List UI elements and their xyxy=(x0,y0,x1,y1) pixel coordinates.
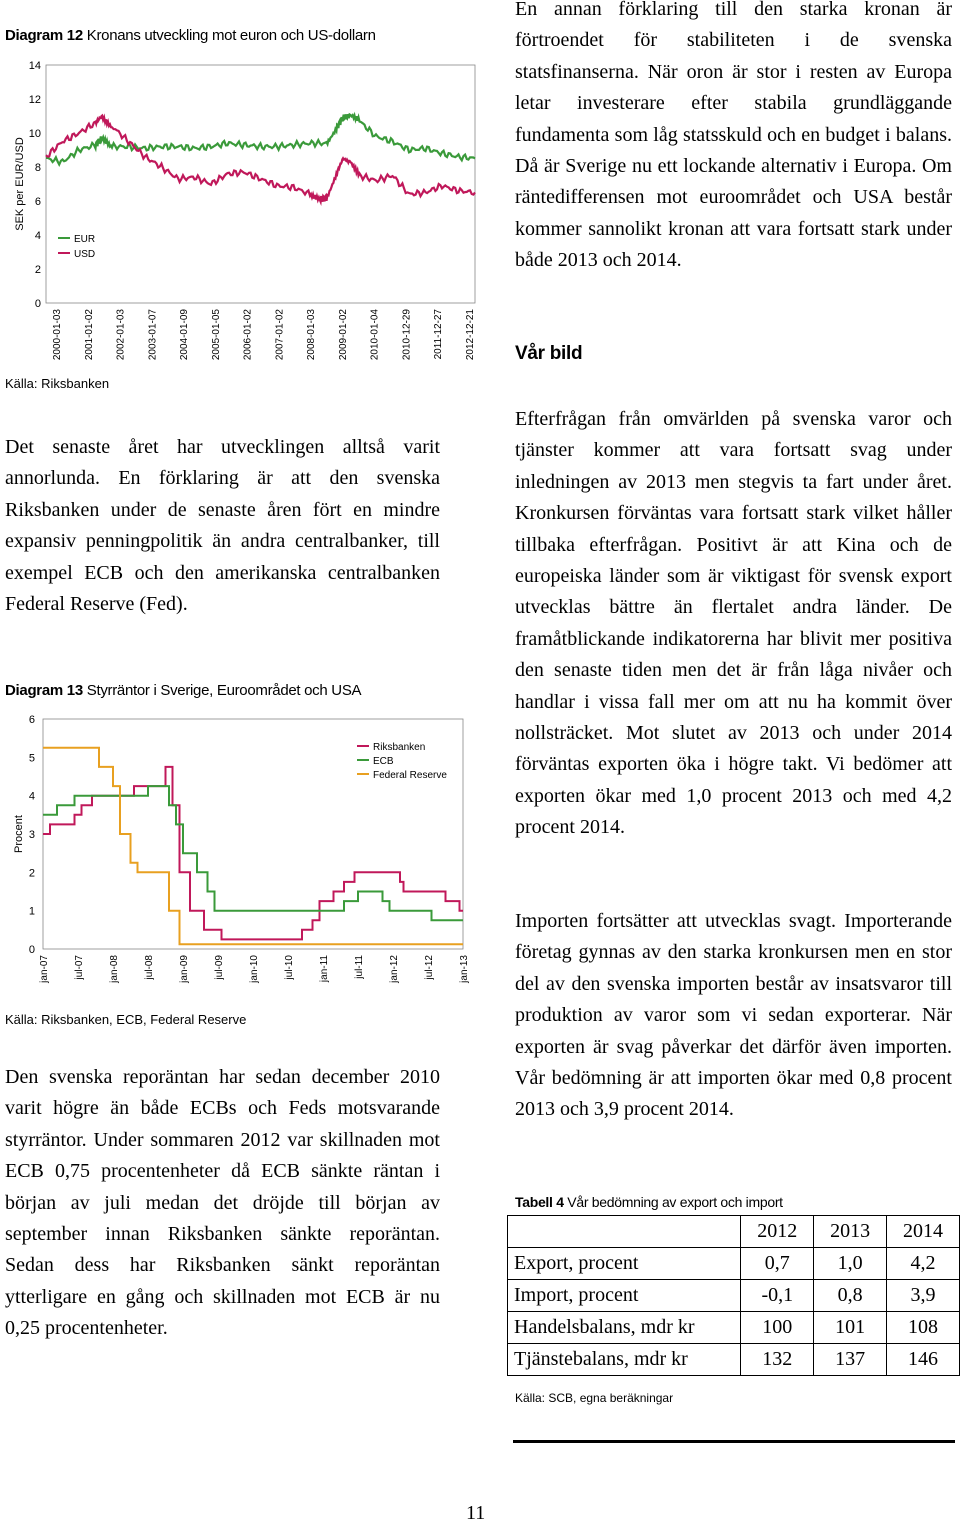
x-tick-label: jul-10 xyxy=(284,955,295,980)
x-tick-label: 2001-01-02 xyxy=(83,309,95,361)
paragraph-right-3: Importen fortsätter att utvecklas svagt. Importerande företag gynnas av den starka kronkursen men en stor del av den svenska importen består av insatsvaror till produktion av varor som vi sedan exporterar. När exporten är svag påverkar det därför även importen. Vår bedömning är att importen ökar med 0,8 procent 2013 och 3,9 procent 2014. xyxy=(515,910,952,1121)
plot-frame xyxy=(46,65,475,303)
table4-title: Tabell 4 Vår bedömning av export och import xyxy=(515,1194,783,1210)
table-cell: 108 xyxy=(887,1312,960,1344)
table-cell: 0,7 xyxy=(741,1248,814,1280)
table-cell: 146 xyxy=(887,1344,960,1376)
legend-label-ecb: ECB xyxy=(373,756,394,767)
table-cell: 0,8 xyxy=(814,1280,887,1312)
y-tick-label: 0 xyxy=(28,944,35,956)
table4-source: Källa: SCB, egna beräkningar xyxy=(515,1391,674,1405)
x-tick-label: jul-12 xyxy=(424,955,435,980)
y-tick-label: 10 xyxy=(28,128,41,140)
y-tick-label: 8 xyxy=(34,162,41,174)
x-tick-label: 2005-01-05 xyxy=(210,309,222,361)
table-cell: 100 xyxy=(741,1312,814,1344)
x-tick-label: jan-09 xyxy=(179,955,190,983)
section-heading-var-bild: Vår bild xyxy=(515,343,583,364)
x-tick-label: 2008-01-03 xyxy=(306,309,318,361)
table-cell: 3,9 xyxy=(887,1280,960,1312)
table4 xyxy=(507,1215,960,1376)
series-line-riksbanken xyxy=(43,767,463,940)
table-row xyxy=(508,1312,960,1344)
table-cell: 4,2 xyxy=(887,1248,960,1280)
x-tick-label: jan-13 xyxy=(459,955,470,983)
divider-rule xyxy=(513,1440,955,1443)
diagram12-chart xyxy=(0,50,480,370)
y-tick-label: 4 xyxy=(34,230,41,242)
paragraph-right-2: Efterfrågan från omvärlden på svenska varor och tjänster kommer att vara fortsatt svag under inledningen av 2013 men stegvis ta fart under året. Kronkursen förväntas vara fortsatt stark vilket håller tillbaka efterfrågan. Positivt är att Kina och de europeiska länder som är viktigast för svensk export utvecklas bättre än flertalet andra länder. De framåtblickande indikatorerna har blivit mer positiva den senaste tiden men det är från låga nivåer och handlar i vissa fall mer om att nu ha kommit över nollsträcket. Mot slutet av 2013 och under 2014 förväntas exporten öka i högre takt. Vi bedömer att exporten ökar med 1,0 procent 2013 och med 4,2 procent 2014. xyxy=(515,408,952,839)
series-line-usd xyxy=(46,116,475,202)
series-line-ecb xyxy=(43,786,463,920)
table-row-label: Tjänstebalans, mdr kr xyxy=(508,1344,741,1376)
x-tick-label: jan-08 xyxy=(109,955,120,983)
y-tick-label: 2 xyxy=(34,264,41,276)
x-tick-label: jul-11 xyxy=(354,955,365,979)
y-tick-label: 4 xyxy=(28,790,35,803)
x-tick-label: 2011-12-27 xyxy=(433,309,445,360)
x-tick-label: 2006-01-02 xyxy=(242,309,254,361)
legend-label-federal-reserve: Federal Reserve xyxy=(373,770,447,781)
x-tick-label: jan-07 xyxy=(39,955,50,983)
x-tick-label: 2010-01-04 xyxy=(369,309,381,361)
paragraph-right-1: En annan förklaring till den starka kronan är förtroendet för stabiliteten i de svenska statsfinanserna. När oron är stor i resten av Europa letar investerare efter stabila grundläggande fundamenta som låg statsskuld och en budget i balans. Då är Sverige nu ett lockande alternativ i Europa. Om räntedifferensen mot euroområdet och USA består kommer sannolikt kronan att vara fortsatt stark under både 2013 och 2014. xyxy=(515,0,952,272)
table-row-label: Import, procent xyxy=(508,1280,741,1312)
paragraph-left-2: Den svenska reporäntan har sedan december 2010 varit högre än både ECBs och Feds motsvarande styrräntor. Under sommaren 2012 var skillnaden mot ECB 0,75 procentenheter då ECB sänkte räntan i början av juli medan det dröjde till början av september innan Riksbanken sänkte reporäntan. Sedan dess har Riksbanken sänkt reporäntan ytterligare en gång och skillnaden mot ECB är nu 0,25 procentenheter. xyxy=(5,1066,440,1340)
paragraph-left-1: Det senaste året har utvecklingen alltså varit annorlunda. En förklaring är att den svenska Riksbanken under de senaste åren fört en mindre expansiv penningpolitik än andra centralbanker, till exempel ECB och den amerikanska centralbanken Federal Reserve (Fed). xyxy=(5,436,440,616)
legend-label-eur: EUR xyxy=(74,234,96,245)
table-cell: 137 xyxy=(814,1344,887,1376)
table-row-label xyxy=(508,1216,741,1248)
table-cell: -0,1 xyxy=(741,1280,814,1312)
y-tick-label: 6 xyxy=(28,714,35,726)
series-line-eur xyxy=(46,114,475,164)
table-header-row xyxy=(508,1216,960,1248)
y-axis-label: Procent xyxy=(13,815,25,853)
x-tick-label: 2002-01-03 xyxy=(115,309,127,361)
y-tick-label: 14 xyxy=(28,60,41,72)
x-tick-label: jan-10 xyxy=(249,955,260,983)
table-row xyxy=(508,1248,960,1280)
table-row-label: Export, procent xyxy=(508,1248,741,1280)
y-tick-label: 5 xyxy=(28,752,35,765)
x-tick-label: jan-12 xyxy=(389,955,400,983)
x-tick-label: 2010-12-29 xyxy=(401,309,413,361)
diagram13-title: Diagram 13 Styrräntor i Sverige, Euroområdet och USA xyxy=(5,682,362,699)
y-tick-label: 2 xyxy=(28,867,35,880)
legend-label-riksbanken: Riksbanken xyxy=(373,742,426,753)
x-tick-label: 2003-01-07 xyxy=(147,309,159,361)
diagram12-source: Källa: Riksbanken xyxy=(5,376,110,391)
table-cell: 2012 xyxy=(741,1216,814,1248)
x-tick-label: jul-09 xyxy=(214,955,225,980)
y-tick-label: 6 xyxy=(34,196,41,208)
page-number: 11 xyxy=(466,1502,486,1524)
diagram13-chart xyxy=(0,705,480,1010)
y-tick-label: 3 xyxy=(28,829,35,841)
x-tick-label: 2009-01-02 xyxy=(337,309,349,361)
x-tick-label: 2000-01-03 xyxy=(52,309,63,361)
x-tick-label: 2012-12-21 xyxy=(465,309,476,361)
y-tick-label: 12 xyxy=(28,94,41,106)
table-row xyxy=(508,1280,960,1312)
x-tick-label: 2007-01-02 xyxy=(274,309,286,361)
y-axis-label: SEK per EUR/USD xyxy=(14,137,26,231)
table-cell: 2013 xyxy=(814,1216,887,1248)
legend-label-usd: USD xyxy=(74,249,96,260)
table-row xyxy=(508,1344,960,1376)
table-cell: 132 xyxy=(741,1344,814,1376)
table-cell: 101 xyxy=(814,1312,887,1344)
diagram12-title: Diagram 12 Kronans utveckling mot euron och US-dollarn xyxy=(5,27,376,44)
x-tick-label: jan-11 xyxy=(319,955,330,983)
table-cell: 1,0 xyxy=(814,1248,887,1280)
x-tick-label: jul-08 xyxy=(144,955,155,980)
y-tick-label: 0 xyxy=(34,298,41,310)
plot-frame xyxy=(43,719,463,949)
x-tick-label: jul-07 xyxy=(74,955,85,980)
table-cell: 2014 xyxy=(887,1216,960,1248)
x-tick-label: 2004-01-09 xyxy=(179,309,191,361)
table-row-label: Handelsbalans, mdr kr xyxy=(508,1312,741,1344)
diagram13-source: Källa: Riksbanken, ECB, Federal Reserve xyxy=(5,1012,247,1027)
y-tick-label: 1 xyxy=(28,905,35,918)
